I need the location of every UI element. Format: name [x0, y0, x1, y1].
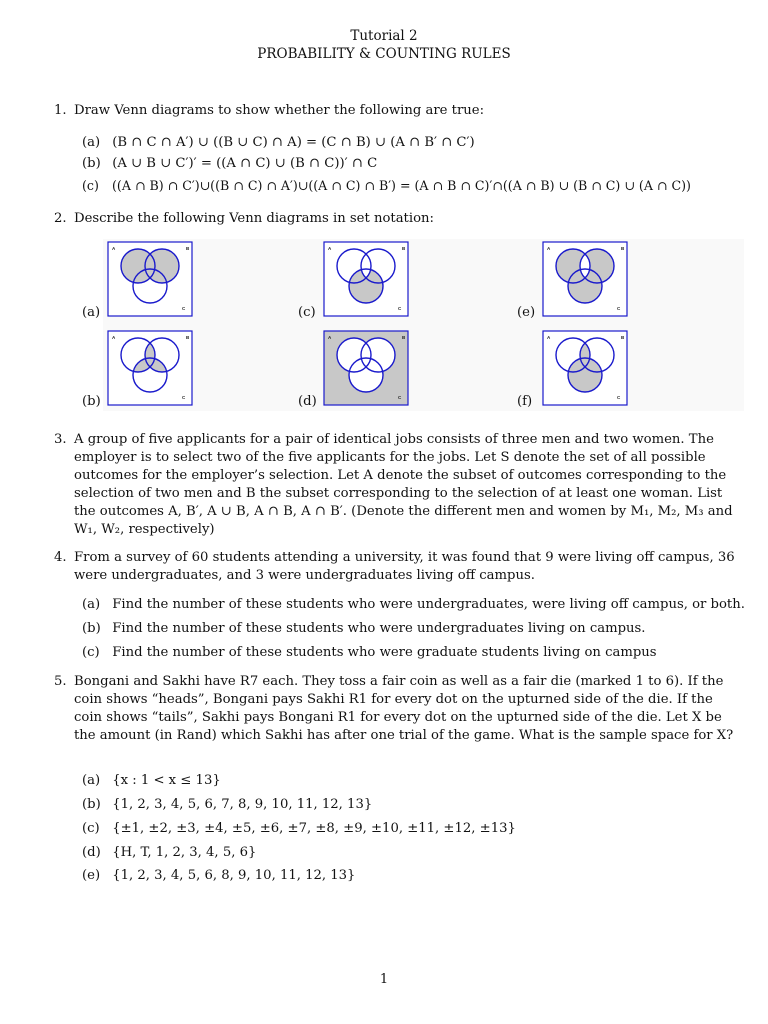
venn-svg — [322, 329, 410, 407]
set-expression: ((A ∩ B) ∩ C′)∪((B ∩ C) ∩ A′)∪((A ∩ C) ∩ B′) = (A ∩ B ∩ C)′∩((A ∩ B) ∪ (B ∩ C) ∪ (A ∩ C)) — [112, 178, 691, 193]
item-label: (b) — [82, 621, 101, 636]
question-5 — [54, 673, 744, 745]
set-letter: B — [186, 246, 190, 251]
set-letter: B — [186, 335, 190, 340]
q4-item-b — [82, 620, 645, 638]
question-number: 2. — [54, 211, 67, 226]
option-label: (b) — [82, 797, 101, 812]
set-letter: A — [328, 246, 332, 251]
question-number: 3. — [54, 432, 67, 447]
page-title: PROBABILITY & COUNTING RULES — [257, 46, 511, 62]
set-letter: C — [617, 306, 621, 311]
tutorial-number: Tutorial 2 — [350, 28, 418, 44]
venn-svg — [322, 240, 410, 318]
option-text: {H, T, 1, 2, 3, 4, 5, 6} — [112, 845, 257, 860]
set-expression: (A ∪ B ∪ C′)′ = ((A ∩ C) ∪ (B ∩ C))′ ∩ C — [112, 156, 378, 171]
venn-label: (b) — [82, 394, 101, 409]
q4-item-c — [82, 644, 657, 662]
venn-svg — [106, 240, 194, 318]
set-letter: C — [398, 395, 402, 400]
option-label: (c) — [82, 821, 100, 836]
venn-diagram — [298, 329, 494, 409]
q1-item-a — [82, 134, 475, 152]
item-label: (c) — [82, 178, 99, 193]
set-letter: B — [621, 246, 625, 251]
set-letter: C — [182, 306, 186, 311]
set-letter: C — [182, 395, 186, 400]
set-letter: B — [402, 335, 406, 340]
option-text: {1, 2, 3, 4, 5, 6, 8, 9, 10, 11, 12, 13} — [112, 868, 356, 883]
question-text: From a survey of 60 students attending a university, it was found that 9 were living off campus, 36 were undergraduates, and 3 were undergraduates living off campus. — [74, 550, 735, 583]
option-label: (e) — [82, 868, 101, 883]
option-text: {x : 1 < x ≤ 13} — [112, 773, 221, 788]
venn-diagram — [517, 240, 713, 320]
set-expression: (B ∩ C ∩ A′) ∪ ((B ∪ C) ∩ A) = (C ∩ B) ∪ (A ∩ B′ ∩ C′) — [112, 135, 475, 150]
set-letter: B — [402, 246, 406, 251]
question-1 — [54, 102, 744, 120]
venn-svg — [541, 329, 629, 407]
question-2 — [54, 210, 744, 228]
set-letter: A — [547, 335, 551, 340]
set-letter: C — [617, 395, 621, 400]
question-number: 4. — [54, 550, 67, 565]
venn-label: (f) — [517, 394, 533, 409]
venn-diagram — [82, 240, 278, 320]
q5-option-d — [82, 844, 256, 862]
q5-option-b — [82, 796, 372, 814]
q1-item-c — [82, 177, 691, 195]
q5-option-e — [82, 867, 355, 885]
venn-svg — [106, 329, 194, 407]
item-label: (c) — [82, 645, 100, 660]
q1-item-b — [82, 155, 377, 173]
venn-label: (a) — [82, 305, 101, 320]
set-letter: A — [547, 246, 551, 251]
venn-diagram — [82, 329, 278, 409]
venn-diagram — [298, 240, 494, 320]
venn-label: (c) — [298, 305, 316, 320]
question-3 — [54, 431, 744, 539]
question-4 — [54, 549, 744, 585]
option-label: (a) — [82, 773, 101, 788]
item-text: Find the number of these students who were undergraduates living on campus. — [112, 621, 646, 636]
q4-item-a — [82, 596, 745, 614]
item-text: Find the number of these students who were undergraduates, were living off campus, or both. — [112, 597, 745, 612]
venn-label: (e) — [517, 305, 536, 320]
option-text: {±1, ±2, ±3, ±4, ±5, ±6, ±7, ±8, ±9, ±10, ±11, ±12, ±13} — [112, 821, 516, 836]
item-text: Find the number of these students who were graduate students living on campus — [112, 645, 657, 660]
question-text: Draw Venn diagrams to show whether the following are true: — [74, 103, 485, 118]
venn-label: (d) — [298, 394, 317, 409]
item-label: (a) — [82, 597, 101, 612]
set-letter: A — [112, 335, 116, 340]
question-text: A group of five applicants for a pair of identical jobs consists of three men and two women. The employer is to select two of the five applicants for the jobs. Let S denote the set of all possible outcomes for the employer’s selection. Let A denote the subset of outcomes corresponding to the selection of two men and B the subset corresponding to the selection of at least one woman. List the outcomes A, B′, A ∪ B, A ∩ B, A ∩ B′. (Denote the different men and women by M₁, M₂, M₃ and W₁, W₂, respectively) — [74, 432, 733, 537]
question-text: Describe the following Venn diagrams in set notation: — [74, 211, 434, 226]
set-letter: A — [328, 335, 332, 340]
question-text: Bongani and Sakhi have R7 each. They toss a fair coin as well as a fair die (marked 1 to 6). If the coin shows “heads”, Bongani pays Sakhi R1 for every dot on the upturned side of the die. If the coin shows “tails”, Sakhi pays Bongani R1 for every dot on the upturned side of the die. Let X be the amount (in Rand) which Sakhi has after one trial of the game. What is the sample space for X? — [74, 674, 734, 743]
set-letter: C — [398, 306, 402, 311]
option-label: (d) — [82, 845, 101, 860]
venn-svg — [541, 240, 629, 318]
set-letter: B — [621, 335, 625, 340]
question-number: 5. — [54, 674, 67, 689]
set-letter: A — [112, 246, 116, 251]
item-label: (b) — [82, 156, 101, 171]
question-number: 1. — [54, 103, 67, 118]
page-number: 1 — [379, 972, 389, 987]
venn-diagram — [517, 329, 713, 409]
option-text: {1, 2, 3, 4, 5, 6, 7, 8, 9, 10, 11, 12, 13} — [112, 797, 373, 812]
item-label: (a) — [82, 135, 101, 150]
q5-option-a — [82, 772, 221, 790]
q5-option-c — [82, 820, 516, 838]
